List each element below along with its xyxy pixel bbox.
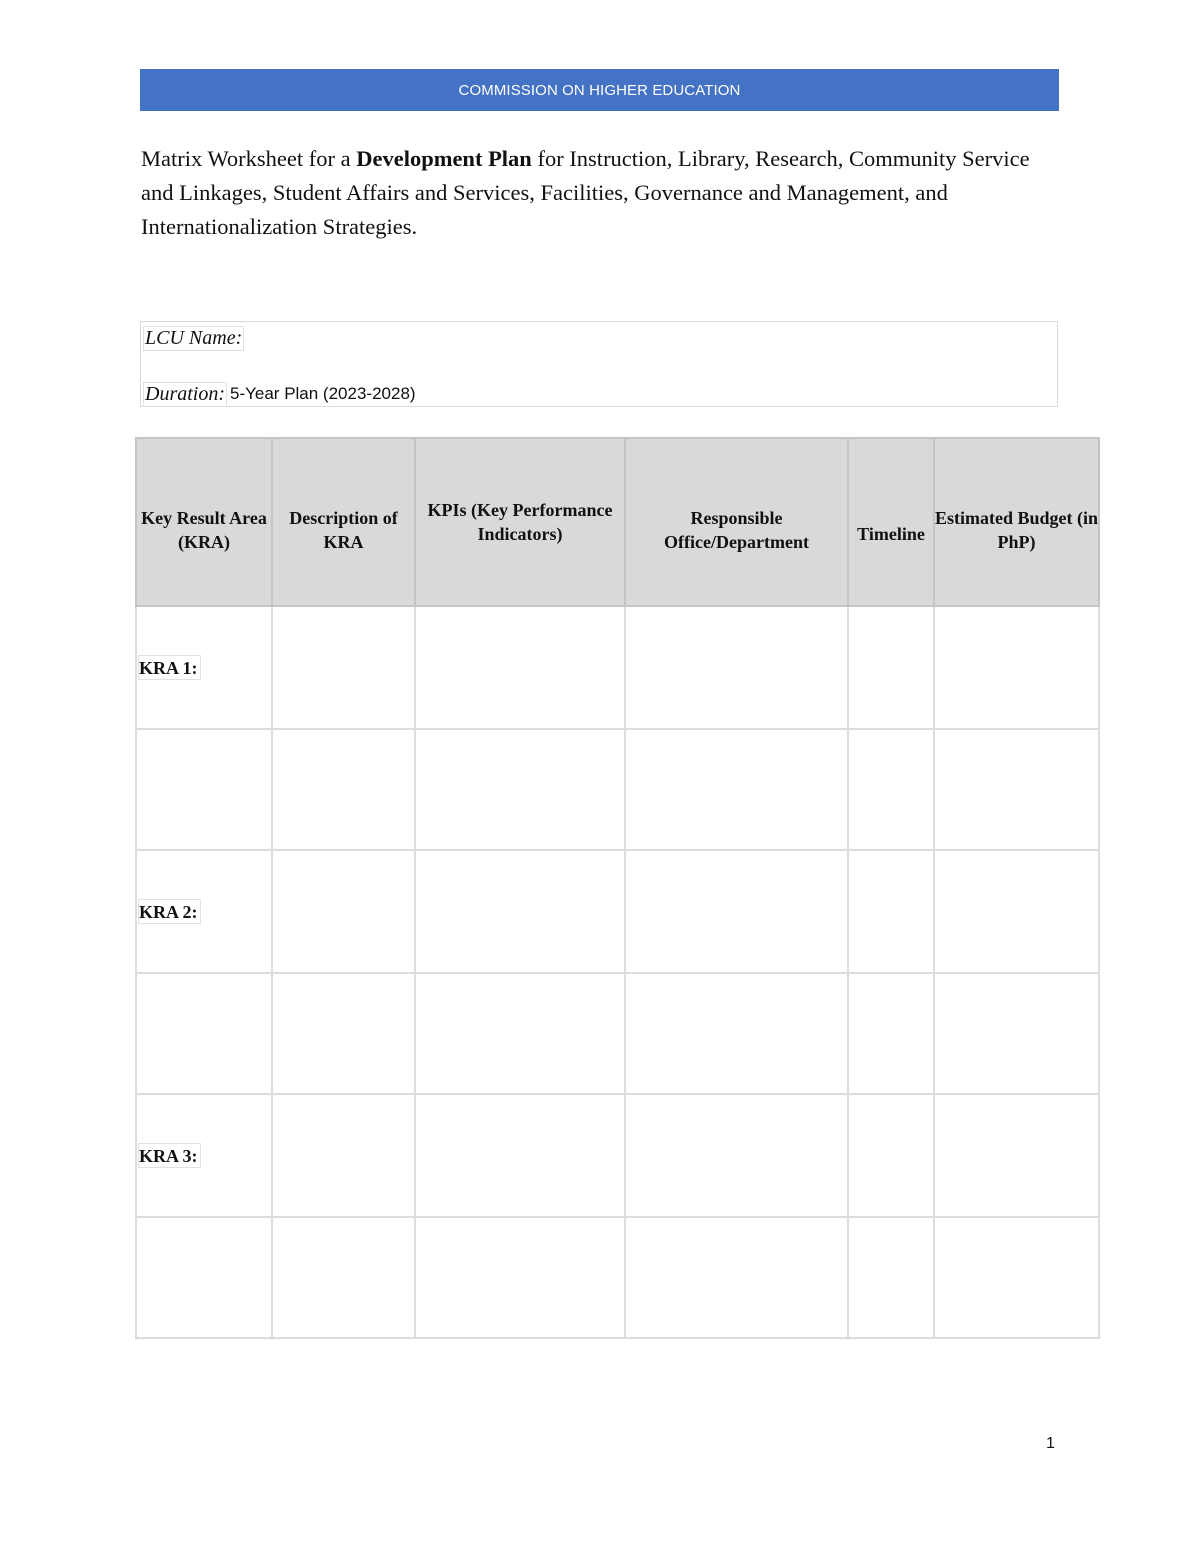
duration-label: Duration: bbox=[145, 382, 225, 405]
header-kpis: KPIs (Key Performance Indicators) bbox=[415, 438, 625, 606]
office-cell[interactable] bbox=[625, 729, 848, 850]
kpi-cell[interactable] bbox=[415, 1094, 625, 1217]
description-cell[interactable] bbox=[272, 1094, 415, 1217]
title-bold: Development Plan bbox=[356, 146, 532, 171]
table-row bbox=[136, 1094, 1099, 1217]
budget-cell[interactable] bbox=[934, 1094, 1099, 1217]
timeline-cell[interactable] bbox=[848, 850, 934, 973]
kra-cell[interactable] bbox=[136, 1217, 272, 1338]
duration-row[interactable] bbox=[143, 380, 416, 408]
budget-cell[interactable] bbox=[934, 973, 1099, 1094]
header-timeline: Timeline bbox=[848, 438, 934, 606]
header-description: Description of KRA bbox=[272, 438, 415, 606]
header-estimated-budget: Estimated Budget (in PhP) bbox=[934, 438, 1099, 606]
kra-cell[interactable] bbox=[136, 729, 272, 850]
title-prefix: Matrix Worksheet for a bbox=[141, 146, 357, 171]
office-cell[interactable] bbox=[625, 973, 848, 1094]
kpi-cell[interactable] bbox=[415, 973, 625, 1094]
table-row bbox=[136, 850, 1099, 973]
kpi-cell[interactable] bbox=[415, 729, 625, 850]
header-banner-text: COMMISSION ON HIGHER EDUCATION bbox=[458, 81, 741, 99]
timeline-cell[interactable] bbox=[848, 606, 934, 729]
table-header-row bbox=[136, 438, 1099, 606]
kpi-cell[interactable] bbox=[415, 606, 625, 729]
description-cell[interactable] bbox=[272, 606, 415, 729]
timeline-cell[interactable] bbox=[848, 1094, 934, 1217]
lcu-info-box bbox=[140, 321, 1058, 407]
kra-label: KRA 2: bbox=[138, 899, 201, 924]
kpi-cell[interactable] bbox=[415, 1217, 625, 1338]
kra-cell[interactable] bbox=[136, 1094, 272, 1217]
table-row bbox=[136, 1217, 1099, 1338]
budget-cell[interactable] bbox=[934, 850, 1099, 973]
header-kra: Key Result Area (KRA) bbox=[136, 438, 272, 606]
header-responsible-office: Responsible Office/Department bbox=[625, 438, 848, 606]
budget-cell[interactable] bbox=[934, 729, 1099, 850]
budget-cell[interactable] bbox=[934, 606, 1099, 729]
duration-value[interactable]: 5-Year Plan (2023-2028) bbox=[230, 384, 416, 403]
description-cell[interactable] bbox=[272, 973, 415, 1094]
table-row bbox=[136, 729, 1099, 850]
description-cell[interactable] bbox=[272, 850, 415, 973]
timeline-cell[interactable] bbox=[848, 973, 934, 1094]
kra-label: KRA 1: bbox=[138, 655, 201, 680]
lcu-name-row[interactable] bbox=[143, 324, 247, 352]
development-plan-matrix bbox=[135, 437, 1100, 1339]
title-suffix: for Instruction, Library, Research, Community Service and Linkages, Student Affairs and Services, Facilities, Governance and Management, and Internationalization Strategies. bbox=[141, 146, 1030, 239]
office-cell[interactable] bbox=[625, 1094, 848, 1217]
office-cell[interactable] bbox=[625, 606, 848, 729]
page-title bbox=[141, 142, 1041, 244]
page-number: 1 bbox=[1046, 1435, 1055, 1452]
kpi-cell[interactable] bbox=[415, 850, 625, 973]
kra-cell[interactable] bbox=[136, 973, 272, 1094]
description-cell[interactable] bbox=[272, 1217, 415, 1338]
table-row bbox=[136, 606, 1099, 729]
timeline-cell[interactable] bbox=[848, 1217, 934, 1338]
timeline-cell[interactable] bbox=[848, 729, 934, 850]
kra-cell[interactable] bbox=[136, 606, 272, 729]
description-cell[interactable] bbox=[272, 729, 415, 850]
header-banner bbox=[140, 69, 1059, 111]
kra-cell[interactable] bbox=[136, 850, 272, 973]
kra-label: KRA 3: bbox=[138, 1143, 201, 1168]
table-row bbox=[136, 973, 1099, 1094]
lcu-name-label: LCU Name: bbox=[145, 326, 243, 349]
office-cell[interactable] bbox=[625, 1217, 848, 1338]
budget-cell[interactable] bbox=[934, 1217, 1099, 1338]
office-cell[interactable] bbox=[625, 850, 848, 973]
